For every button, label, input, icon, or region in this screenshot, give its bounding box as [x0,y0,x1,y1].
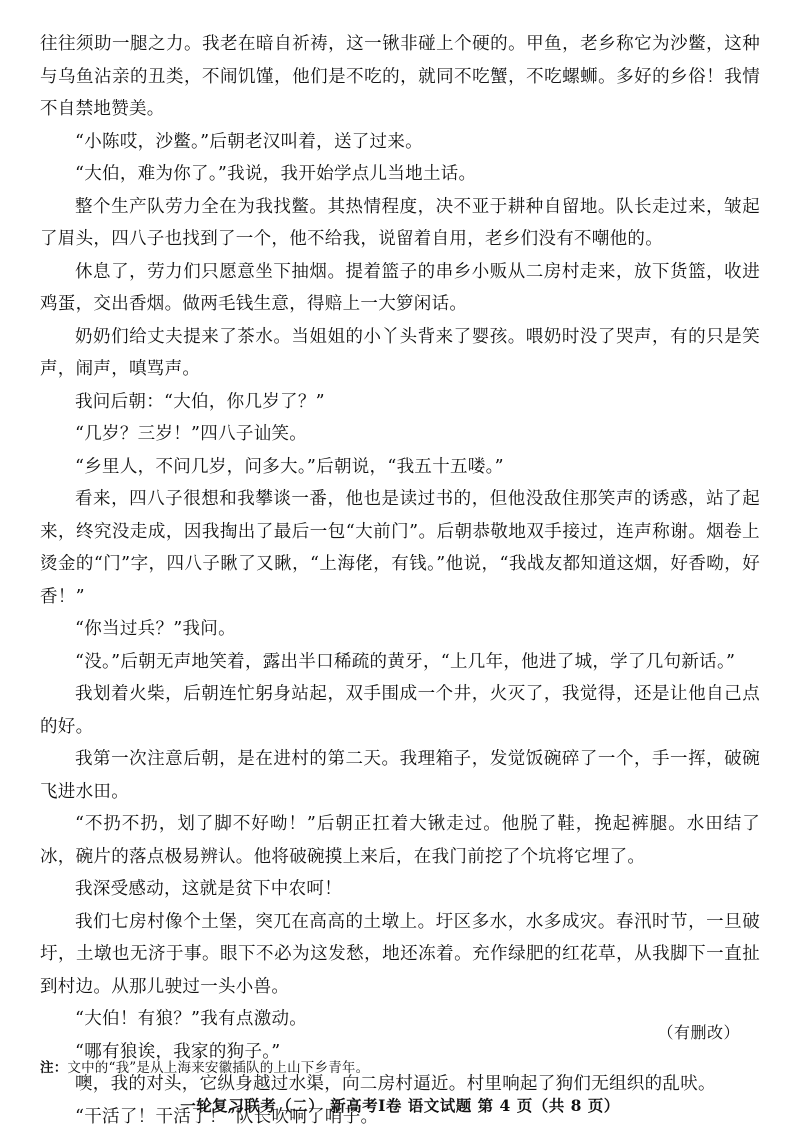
passage-paragraph: 我第一次注意后朝，是在进村的第二天。我理箱子，发觉饭碗碎了一个，手一挥，破碗飞进水田。 [40,743,760,808]
passage-paragraph: 休息了，劳力们只愿意坐下抽烟。提着篮子的串乡小贩从二房村走来，放下货篮，收进鸡蛋，交出香烟。做两毛钱生意，得赔上一大箩闲话。 [40,256,760,321]
passage-paragraph: “你当过兵？”我问。 [40,613,760,646]
abridged-note: （有删改） [657,1020,740,1043]
passage-paragraph: “干活了！干活了！”队长吹响了哨子。 [40,1101,760,1133]
page-footer: 一轮复习联考（二） 新高考Ⅰ卷 语文试题 第 4 页（共 8 页） [0,1094,800,1116]
passage-paragraph: 整个生产队劳力全在为我找鳖。其热情程度，决不亚于耕种自留地。队长走过来，皱起了眉头，四八子也找到了一个，他不给我，说留着自用，老乡们没有不嘲他的。 [40,191,760,256]
passage-paragraph: 往往须助一腿之力。我老在暗自祈祷，这一锹非碰上个硬的。甲鱼，老乡称它为沙鳖，这种与乌鱼沾亲的丑类，不闹饥馑，他们是不吃的，就同不吃蟹，不吃螺蛳。多好的乡俗！我情不自禁地赞美。 [40,28,760,126]
passage-paragraph: “小陈哎，沙鳖。”后朝老汉叫着，送了过来。 [40,126,760,159]
passage-paragraph: “乡里人，不问几岁，问多大。”后朝说，“我五十五喽。” [40,451,760,484]
passage-paragraph: “没。”后朝无声地笑着，露出半口稀疏的黄牙，“上几年，他进了城，学了几句新话。” [40,646,760,679]
passage-paragraph: “哪有狼诶，我家的狗子。” [40,1036,760,1069]
passage-paragraph: “大伯，难为你了。”我说，我开始学点儿当地土话。 [40,158,760,191]
passage-paragraph: 噢，我的对头，它纵身越过水渠，向二房村逼近。村里响起了狗们无组织的乱吠。 [40,1068,760,1101]
footnote-text: 文中的“我”是从上海来安徽插队的上山下乡青年。 [67,1060,369,1076]
passage-paragraph: 奶奶们给丈夫提来了茶水。当姐姐的小丫头背来了婴孩。喂奶时没了哭声，有的只是笑声，闹声，嗔骂声。 [40,321,760,386]
footnote [40,1056,369,1076]
passage-paragraph: “不扔不扔，划了脚不好呦！”后朝正扛着大锹走过。他脱了鞋，挽起裤腿。水田结了冰，碗片的落点极易辨认。他将破碗摸上来后，在我门前挖了个坑将它埋了。 [40,808,760,873]
passage-paragraph: 我划着火柴，后朝连忙躬身站起，双手围成一个井，火灭了，我觉得，还是让他自己点的好。 [40,678,760,743]
passage-paragraph: 我深受感动，这就是贫下中农呵！ [40,873,760,906]
passage-paragraph: 我们七房村像个土堡，突兀在高高的土墩上。圩区多水，水多成灾。春汛时节，一旦破圩，土墩也无济于事。眼下不必为这发愁，地还冻着。充作绿肥的红花草，从我脚下一直扯到村边。从那儿驶过一头小兽。 [40,906,760,1004]
passage-paragraph: “大伯！有狼？”我有点激动。 [40,1003,760,1036]
footnote-label: 注： [40,1060,67,1076]
reading-passage [40,28,760,1133]
passage-paragraph: 看来，四八子很想和我攀谈一番，他也是读过书的，但他没敌住那笑声的诱惑，站了起来，终究没走成，因我掏出了最后一包“大前门”。后朝恭敬地双手接过，连声称谢。烟卷上烫金的“门”字，四八子瞅了又瞅，“上海佬，有钱。”他说，“我战友都知道这烟，好香呦，好香！” [40,483,760,613]
passage-paragraph: 我问后朝：“大伯，你几岁了？” [40,386,760,419]
passage-paragraph: “几岁？三岁！”四八子讪笑。 [40,418,760,451]
